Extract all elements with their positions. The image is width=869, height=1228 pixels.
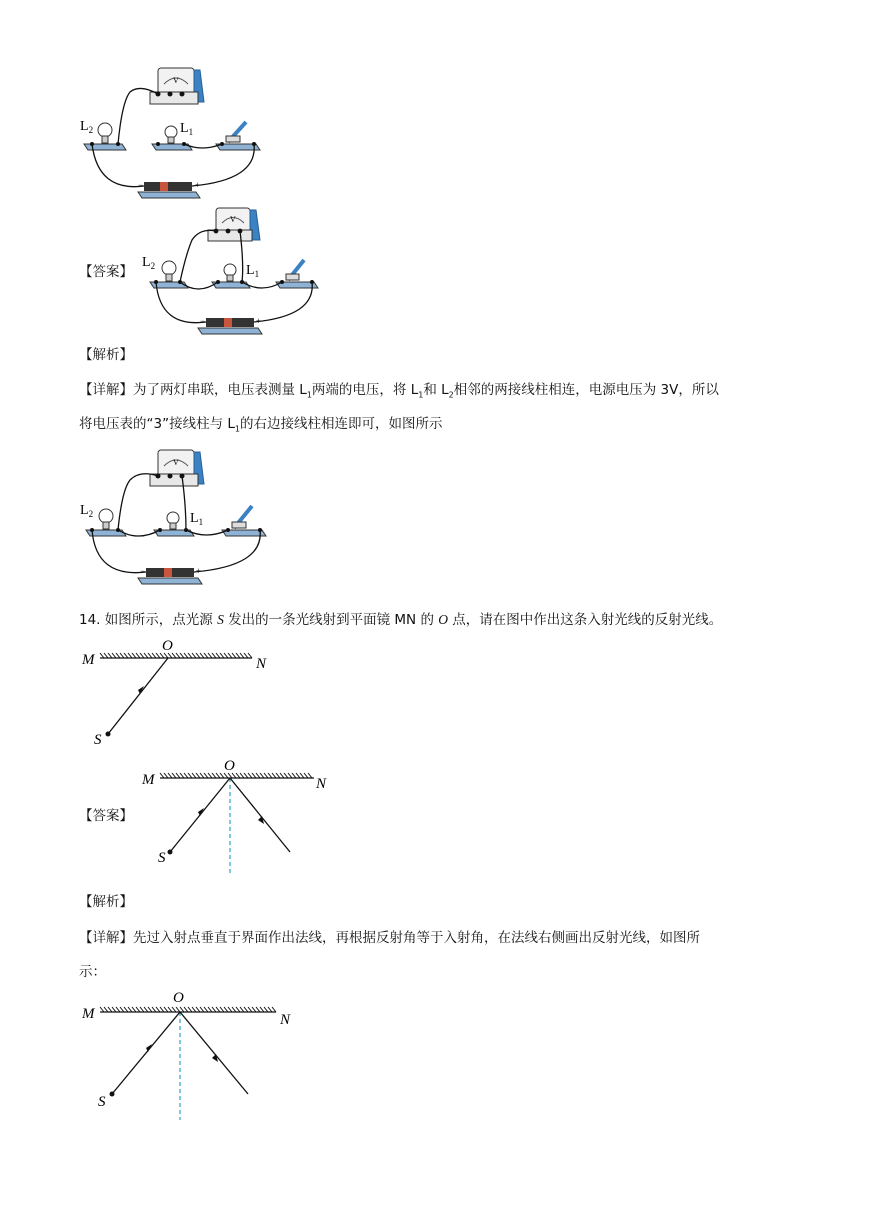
mirror-hatch <box>100 653 252 658</box>
hatch-mark <box>224 1007 228 1012</box>
lamp-l1-label: $L_1$ <box>246 263 260 279</box>
question-text: O <box>438 612 448 627</box>
hatch-mark <box>140 653 144 658</box>
hatch-mark <box>112 1007 116 1012</box>
hatch-mark <box>188 1007 192 1012</box>
hatch-mark <box>124 653 128 658</box>
subscript: 2 <box>448 390 454 400</box>
hatch-mark <box>232 1007 236 1012</box>
q14-analysis-label: 【解析】 <box>79 894 133 910</box>
hatch-mark <box>156 1007 160 1012</box>
hatch-mark <box>296 773 300 778</box>
hatch-mark <box>136 1007 140 1012</box>
hatch-mark <box>240 653 244 658</box>
detail-text: 先过入射点垂直于界面作出法线，再根据反射角等于入射角，在法线右侧画出反射光线，如图所 <box>133 930 700 946</box>
battery-plus: + <box>256 316 262 326</box>
hatch-mark <box>164 773 168 778</box>
label-s: S <box>98 1094 106 1110</box>
incident-ray <box>108 658 168 734</box>
mirror-figure-answer <box>140 756 336 876</box>
subscript: 1 <box>234 424 240 434</box>
battery <box>198 318 262 334</box>
detail-text: 的右边接线柱相连即可，如图所示 <box>239 416 443 432</box>
light-source-point <box>110 1092 115 1097</box>
q13-detail-line2 <box>79 414 442 440</box>
circuit-figure-answer <box>140 204 326 340</box>
label-s: S <box>158 850 166 866</box>
hatch-mark <box>288 773 292 778</box>
mirror-figure-detail <box>78 986 298 1122</box>
hatch-mark <box>236 1007 240 1012</box>
mirror-figure-question <box>78 636 278 748</box>
hatch-mark <box>200 1007 204 1012</box>
hatch-mark <box>176 653 180 658</box>
label-m: M <box>82 1006 95 1022</box>
hatch-mark <box>180 773 184 778</box>
hatch-mark <box>204 773 208 778</box>
hatch-mark <box>116 653 120 658</box>
switch <box>222 506 266 536</box>
hatch-mark <box>236 653 240 658</box>
hatch-mark <box>120 1007 124 1012</box>
hatch-mark <box>148 653 152 658</box>
hatch-mark <box>184 1007 188 1012</box>
hatch-mark <box>248 773 252 778</box>
hatch-mark <box>160 1007 164 1012</box>
hatch-mark <box>236 773 240 778</box>
hatch-mark <box>232 653 236 658</box>
hatch-mark <box>120 653 124 658</box>
hatch-mark <box>180 653 184 658</box>
hatch-mark <box>244 653 248 658</box>
hatch-mark <box>208 653 212 658</box>
hatch-mark <box>240 773 244 778</box>
hatch-mark <box>248 653 252 658</box>
hatch-mark <box>212 653 216 658</box>
hatch-mark <box>144 653 148 658</box>
hatch-mark <box>256 773 260 778</box>
hatch-mark <box>192 1007 196 1012</box>
hatch-mark <box>172 773 176 778</box>
question-text: S <box>217 612 224 627</box>
hatch-mark <box>264 773 268 778</box>
hatch-mark <box>256 1007 260 1012</box>
hatch-mark <box>228 1007 232 1012</box>
question-text: 点，请在图中作出这条入射光线的反射光线。 <box>448 612 723 628</box>
q13-answer-label: 【答案】 <box>79 264 133 280</box>
q14-question <box>79 610 722 630</box>
hatch-mark <box>292 773 296 778</box>
hatch-mark <box>284 773 288 778</box>
hatch-mark <box>184 653 188 658</box>
battery-minus: − <box>200 316 206 326</box>
voltmeter-letter: V <box>230 215 236 224</box>
light-source-point <box>106 732 111 737</box>
hatch-mark <box>112 653 116 658</box>
question-text: 发出的一条光线射到平面镜 MN 的 <box>223 612 439 628</box>
subscript: 1 <box>418 390 424 400</box>
switch <box>216 122 260 150</box>
battery-plus: + <box>195 180 201 190</box>
hatch-mark <box>252 773 256 778</box>
hatch-mark <box>224 653 228 658</box>
hatch-mark <box>192 653 196 658</box>
hatch-mark <box>200 773 204 778</box>
hatch-mark <box>276 773 280 778</box>
voltmeter <box>150 450 204 486</box>
q13-analysis-label: 【解析】 <box>79 347 133 363</box>
hatch-mark <box>212 773 216 778</box>
lamp-l1 <box>212 264 250 288</box>
detail-label: 【详解】 <box>79 930 133 946</box>
hatch-mark <box>272 773 276 778</box>
hatch-mark <box>188 773 192 778</box>
hatch-mark <box>128 1007 132 1012</box>
lamp-l1-label: $L_1$ <box>180 121 194 137</box>
hatch-mark <box>132 1007 136 1012</box>
label-m: M <box>142 772 155 788</box>
hatch-mark <box>196 653 200 658</box>
hatch-mark <box>252 1007 256 1012</box>
battery-minus: − <box>138 180 144 190</box>
hatch-mark <box>148 1007 152 1012</box>
hatch-mark <box>160 773 164 778</box>
q14-answer-label: 【答案】 <box>79 808 133 824</box>
hatch-mark <box>244 773 248 778</box>
lamp-l2-label: $L_2$ <box>142 255 156 271</box>
hatch-mark <box>164 1007 168 1012</box>
hatch-mark <box>260 773 264 778</box>
hatch-mark <box>216 653 220 658</box>
hatch-mark <box>228 653 232 658</box>
mirror-hatch <box>160 773 312 778</box>
hatch-mark <box>280 773 284 778</box>
hatch-mark <box>240 1007 244 1012</box>
hatch-mark <box>212 1007 216 1012</box>
hatch-mark <box>196 773 200 778</box>
lamp-l2-label: $L_2$ <box>80 119 94 135</box>
hatch-mark <box>304 773 308 778</box>
detail-text: 和 L <box>423 382 449 398</box>
voltmeter-letter: V <box>173 458 179 467</box>
lamp-l1 <box>154 512 194 536</box>
hatch-mark <box>156 653 160 658</box>
detail-text: 两端的电压，将 L <box>311 382 419 398</box>
hatch-mark <box>208 773 212 778</box>
detail-label: 【详解】 <box>79 382 133 398</box>
label-n: N <box>316 776 327 792</box>
circuit-figure-question <box>78 62 278 208</box>
label-m: M <box>82 652 95 668</box>
hatch-mark <box>108 653 112 658</box>
hatch-mark <box>172 1007 176 1012</box>
reflected-ray <box>230 778 290 852</box>
voltmeter <box>208 208 260 241</box>
hatch-mark <box>300 773 304 778</box>
hatch-mark <box>216 773 220 778</box>
hatch-mark <box>100 1007 104 1012</box>
hatch-mark <box>176 773 180 778</box>
q13-detail-line1 <box>79 380 719 406</box>
detail-text: 为了两灯串联，电压表测量 L <box>133 382 307 398</box>
circuit-figure-detail <box>78 446 274 592</box>
hatch-mark <box>136 653 140 658</box>
hatch-mark <box>116 1007 120 1012</box>
hatch-mark <box>104 1007 108 1012</box>
hatch-mark <box>220 1007 224 1012</box>
hatch-mark <box>200 653 204 658</box>
hatch-mark <box>132 653 136 658</box>
hatch-mark <box>220 653 224 658</box>
label-o: O <box>162 638 173 654</box>
hatch-mark <box>248 1007 252 1012</box>
label-o: O <box>173 990 184 1006</box>
hatch-mark <box>168 773 172 778</box>
hatch-mark <box>216 1007 220 1012</box>
hatch-mark <box>176 1007 180 1012</box>
label-o: O <box>224 758 235 774</box>
question-text: 如图所示，点光源 <box>104 612 218 628</box>
hatch-mark <box>244 1007 248 1012</box>
label-n: N <box>280 1012 291 1028</box>
hatch-mark <box>104 653 108 658</box>
light-source-point <box>168 850 173 855</box>
lamp-l2-label: $L_2$ <box>80 503 94 519</box>
hatch-mark <box>192 773 196 778</box>
reflected-arrow <box>258 816 264 824</box>
detail-text: 相邻的两接线柱相连，电源电压为 3V，所以 <box>453 382 719 398</box>
hatch-mark <box>168 1007 172 1012</box>
hatch-mark <box>268 1007 272 1012</box>
mirror-hatch <box>100 1007 276 1012</box>
label-n: N <box>256 656 267 672</box>
hatch-mark <box>144 1007 148 1012</box>
subscript: 1 <box>306 390 312 400</box>
lamp-l1-label: $L_1$ <box>190 511 204 527</box>
hatch-mark <box>196 1007 200 1012</box>
hatch-mark <box>272 1007 276 1012</box>
incident-ray <box>112 1012 180 1094</box>
hatch-mark <box>204 653 208 658</box>
battery <box>138 182 200 198</box>
voltmeter-letter: V <box>173 76 179 85</box>
hatch-mark <box>152 653 156 658</box>
hatch-mark <box>308 773 312 778</box>
hatch-mark <box>260 1007 264 1012</box>
hatch-mark <box>268 773 272 778</box>
reflected-ray <box>180 1012 248 1094</box>
label-s: S <box>94 732 102 748</box>
reflected-arrow <box>212 1054 218 1062</box>
voltmeter <box>150 68 204 104</box>
hatch-mark <box>124 1007 128 1012</box>
hatch-mark <box>180 1007 184 1012</box>
battery-plus: + <box>196 566 202 576</box>
hatch-mark <box>204 1007 208 1012</box>
q14-detail-line1 <box>79 928 700 948</box>
battery-minus: − <box>140 566 146 576</box>
hatch-mark <box>152 1007 156 1012</box>
detail-text: 将电压表的“3”接线柱与 L <box>79 416 235 432</box>
hatch-mark <box>140 1007 144 1012</box>
hatch-mark <box>208 1007 212 1012</box>
hatch-mark <box>188 653 192 658</box>
q14-detail-line2: 示： <box>79 964 106 980</box>
incident-arrow <box>146 1044 152 1052</box>
hatch-mark <box>100 653 104 658</box>
hatch-mark <box>264 1007 268 1012</box>
hatch-mark <box>128 653 132 658</box>
question-number: 14. <box>79 612 101 628</box>
hatch-mark <box>108 1007 112 1012</box>
hatch-mark <box>184 773 188 778</box>
battery <box>138 568 202 584</box>
